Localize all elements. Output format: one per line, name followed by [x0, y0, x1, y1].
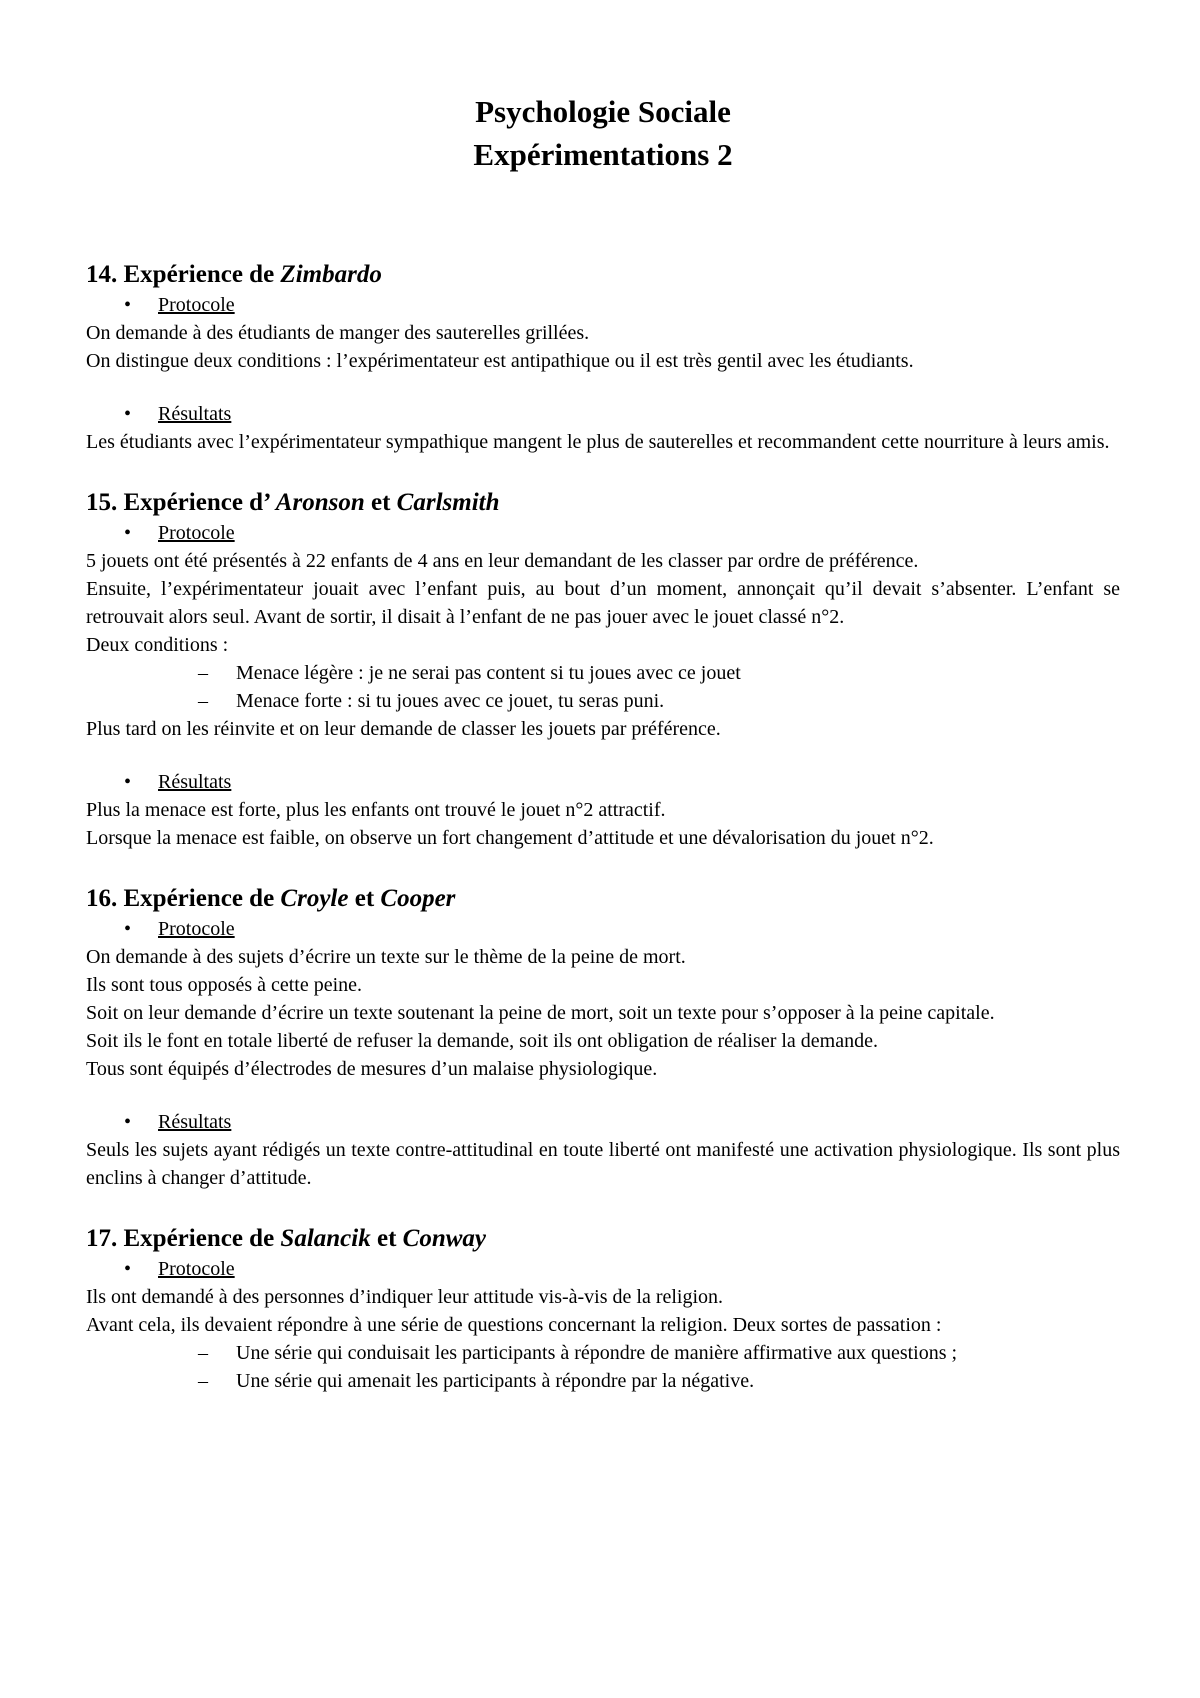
paragraph: Deux conditions :	[86, 634, 229, 656]
sections	[86, 258, 1120, 1395]
dash-list-item: – Menace forte : si tu joues avec ce jouet, tu seras puni.	[198, 690, 665, 712]
paragraph: Soit ils le font en totale liberté de refuser la demande, soit ils ont obligation de réaliser la demande.	[86, 1030, 878, 1052]
protocole-subheading: • Protocole	[124, 918, 235, 940]
paragraph: Ils sont tous opposés à cette peine.	[86, 974, 363, 996]
paragraph: On demande à des étudiants de manger des sauterelles grillées.	[86, 322, 590, 344]
protocole-subheading: • Protocole	[124, 294, 235, 316]
dash-list-item: – Une série qui amenait les participants à répondre par la négative.	[198, 1370, 755, 1392]
title-line-1: Psychologie Sociale	[475, 94, 731, 129]
resultats-subheading: • Résultats	[124, 403, 232, 425]
paragraph: Avant cela, ils devaient répondre à une série de questions concernant la religion. Deux sortes de passation :	[86, 1314, 942, 1336]
section-16	[86, 882, 1120, 1192]
paragraph: 5 jouets ont été présentés à 22 enfants de 4 ans en leur demandant de les classer par ordre de préférence.	[86, 550, 919, 572]
resultats-subheading: • Résultats	[124, 1111, 232, 1133]
protocole-subheading: • Protocole	[124, 1258, 235, 1280]
paragraph: Lorsque la menace est faible, on observe un fort changement d’attitude et une dévalorisation du jouet n°2.	[86, 827, 934, 849]
paragraph: Les étudiants avec l’expérimentateur sympathique mangent le plus de sauterelles et recommandent cette nourriture à leurs amis.	[86, 431, 1110, 453]
section-15	[86, 486, 1120, 852]
paragraph: Ensuite, l’expérimentateur jouait avec l’enfant puis, au bout d’un moment, annonçait qu’il devait s’absenter. L’enfant se retrouvait alors seul. Avant de sortir, il disait à l’enfant de ne pas jouer avec le jouet classé n°2.	[86, 578, 1120, 628]
section-14	[86, 258, 1120, 456]
section-heading: 17. Expérience de Salancik et Conway	[86, 1225, 486, 1252]
section-heading: 14. Expérience de Zimbardo	[86, 261, 382, 288]
paragraph: On demande à des sujets d’écrire un texte sur le thème de la peine de mort.	[86, 946, 686, 968]
section-17	[86, 1222, 1120, 1395]
section-heading: 16. Expérience de Croyle et Cooper	[86, 885, 456, 912]
paragraph: Tous sont équipés d’électrodes de mesures d’un malaise physiologique.	[86, 1058, 658, 1080]
paragraph: Soit on leur demande d’écrire un texte soutenant la peine de mort, soit un texte pour s’opposer à la peine capitale.	[86, 1002, 995, 1024]
title-block	[86, 90, 1120, 176]
paragraph: Plus tard on les réinvite et on leur demande de classer les jouets par préférence.	[86, 718, 721, 740]
paragraph: Seuls les sujets ayant rédigés un texte contre-attitudinal en toute liberté ont manifesté une activation physiologique. Ils sont plus enclins à changer d’attitude.	[86, 1139, 1120, 1189]
document-page	[86, 0, 1120, 1425]
paragraph: On distingue deux conditions : l’expérimentateur est antipathique ou il est très gentil avec les étudiants.	[86, 350, 914, 372]
protocole-subheading: • Protocole	[124, 522, 235, 544]
dash-list-item: – Une série qui conduisait les participants à répondre de manière affirmative aux questions ;	[198, 1342, 958, 1364]
paragraph: Plus la menace est forte, plus les enfants ont trouvé le jouet n°2 attractif.	[86, 799, 666, 821]
resultats-subheading: • Résultats	[124, 771, 232, 793]
section-heading: 15. Expérience d’ Aronson et Carlsmith	[86, 489, 500, 516]
dash-list-item: – Menace légère : je ne serai pas content si tu joues avec ce jouet	[198, 662, 741, 684]
title-line-2: Expérimentations 2	[473, 137, 733, 172]
paragraph: Ils ont demandé à des personnes d’indiquer leur attitude vis-à-vis de la religion.	[86, 1286, 724, 1308]
